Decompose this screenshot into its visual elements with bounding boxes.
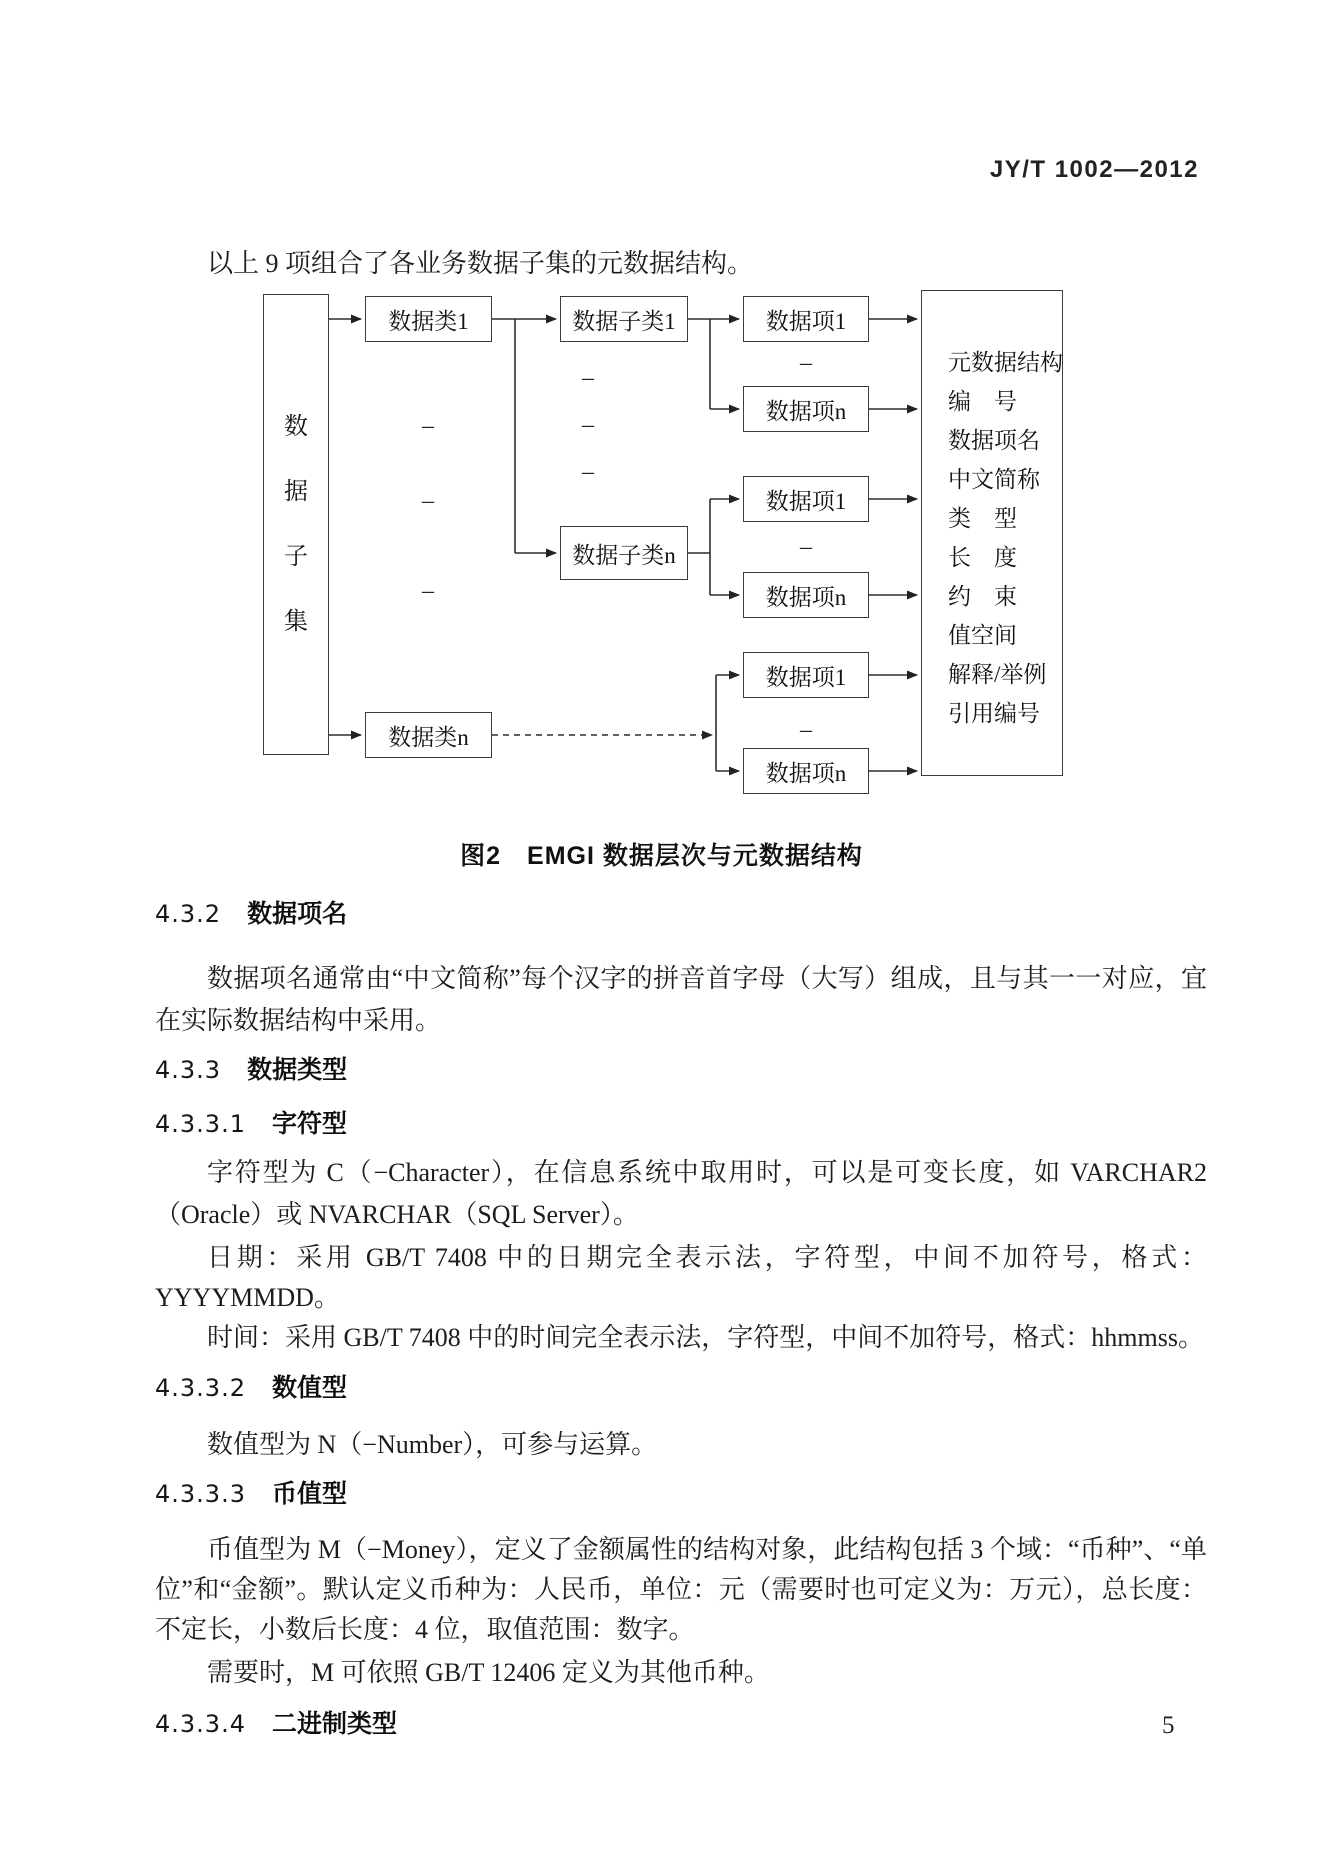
data-item-n-box: 数据项n [743, 386, 869, 432]
meta-item: 中文简称 [948, 467, 1040, 492]
section-title: 二进制类型 [271, 1710, 397, 1738]
data-class-1-box: 数据类1 [365, 296, 492, 342]
section-number: 4.3.3.1 [155, 1110, 246, 1138]
metadata-structure-box [921, 290, 1063, 776]
section-heading-4-3-3-3 [155, 1478, 1207, 1514]
data-item-1-box: 数据项1 [743, 652, 869, 698]
ellipsis-dash: – [582, 412, 594, 438]
data-class-n-box: 数据类n [365, 712, 492, 758]
ellipsis-dash: – [422, 488, 434, 514]
section-number: 4.3.2 [155, 900, 222, 928]
meta-item: 元数据结构 [948, 350, 1063, 375]
data-item-1-box: 数据项1 [743, 296, 869, 342]
section-heading-4-3-3 [155, 1054, 1207, 1090]
paragraph: 日期：采用 GB/T 7408 中的日期完全表示法，字符型，中间不加符号，格式：YYYYMMDD。 [155, 1243, 1207, 1312]
section-number: 4.3.3.2 [155, 1374, 246, 1402]
data-subclass-n-box: 数据子类n [560, 526, 688, 580]
section-title: 字符型 [271, 1110, 347, 1138]
meta-item: 数据项名 [948, 428, 1040, 453]
meta-item: 解释/举例 [948, 662, 1047, 687]
section-number: 4.3.3 [155, 1056, 222, 1084]
meta-item: 引用编号 [948, 701, 1040, 726]
paragraph: 数值型为 N（−Number），可参与运算。 [207, 1430, 658, 1459]
data-item-n-box: 数据项n [743, 748, 869, 794]
data-subclass-1-box: 数据子类1 [560, 296, 688, 342]
paragraph: 字符型为 C（−Character），在信息系统中取用时，可以是可变长度，如 VARCHAR2 （Oracle）或 NVARCHAR（SQL Server）。 [155, 1158, 1207, 1229]
ellipsis-dash: – [800, 350, 812, 376]
section-number: 4.3.3.3 [155, 1480, 246, 1508]
meta-item: 类 型 [948, 506, 1017, 531]
meta-item: 约 束 [948, 584, 1017, 609]
section-heading-4-3-3-1 [155, 1108, 1207, 1144]
section-title: 数值型 [271, 1374, 347, 1402]
paragraph: 币值型为 M（−Money），定义了金额属性的结构对象，此结构包括 3 个域：“币种”、“单位”和“金额”。默认定义币种为：人民币，单位：元（需要时也可定义为：万元），总长度：不定长，小数后长度：4 位，取值范围：数字。 [155, 1535, 1207, 1644]
dataset-box [263, 294, 329, 755]
data-item-1-box: 数据项1 [743, 476, 869, 522]
section-number: 4.3.3.4 [155, 1710, 246, 1738]
meta-item: 编 号 [948, 389, 1017, 414]
intro-paragraph: 以上 9 项组合了各业务数据子集的元数据结构。 [207, 249, 754, 278]
section-title: 数据类型 [247, 1056, 348, 1084]
section-heading-4-3-3-4 [155, 1708, 1207, 1744]
page-number: 5 [1162, 1712, 1175, 1739]
data-item-n-box: 数据项n [743, 572, 869, 618]
paragraph: 需要时，M 可依照 GB/T 12406 定义为其他币种。 [207, 1658, 770, 1687]
paragraph: 数据项名通常由“中文简称”每个汉字的拼音首字母（大写）组成，且与其一一对应，宜在实际数据结构中采用。 [155, 964, 1207, 1035]
section-heading-4-3-3-2 [155, 1372, 1207, 1408]
ellipsis-dash: – [582, 459, 594, 485]
standard-number-header: JY/T 1002—2012 [989, 156, 1199, 183]
paragraph: 时间：采用 GB/T 7408 中的时间完全表示法，字符型，中间不加符号，格式：hhmmss。 [207, 1323, 1204, 1352]
figure-2-diagram [215, 286, 1095, 808]
ellipsis-dash: – [800, 534, 812, 560]
ellipsis-dash: – [422, 578, 434, 604]
content-sections [155, 896, 1207, 1744]
ellipsis-dash: – [800, 717, 812, 743]
meta-item: 长 度 [948, 545, 1017, 570]
section-title: 币值型 [271, 1480, 347, 1508]
dataset-label: 数据子集 [284, 413, 308, 635]
ellipsis-dash: – [422, 413, 434, 439]
section-title: 数据项名 [247, 900, 348, 928]
section-heading-4-3-2 [155, 898, 1207, 934]
figure-caption: 图2 EMGI 数据层次与元数据结构 [460, 842, 863, 870]
meta-item: 值空间 [948, 623, 1017, 648]
ellipsis-dash: – [582, 365, 594, 391]
